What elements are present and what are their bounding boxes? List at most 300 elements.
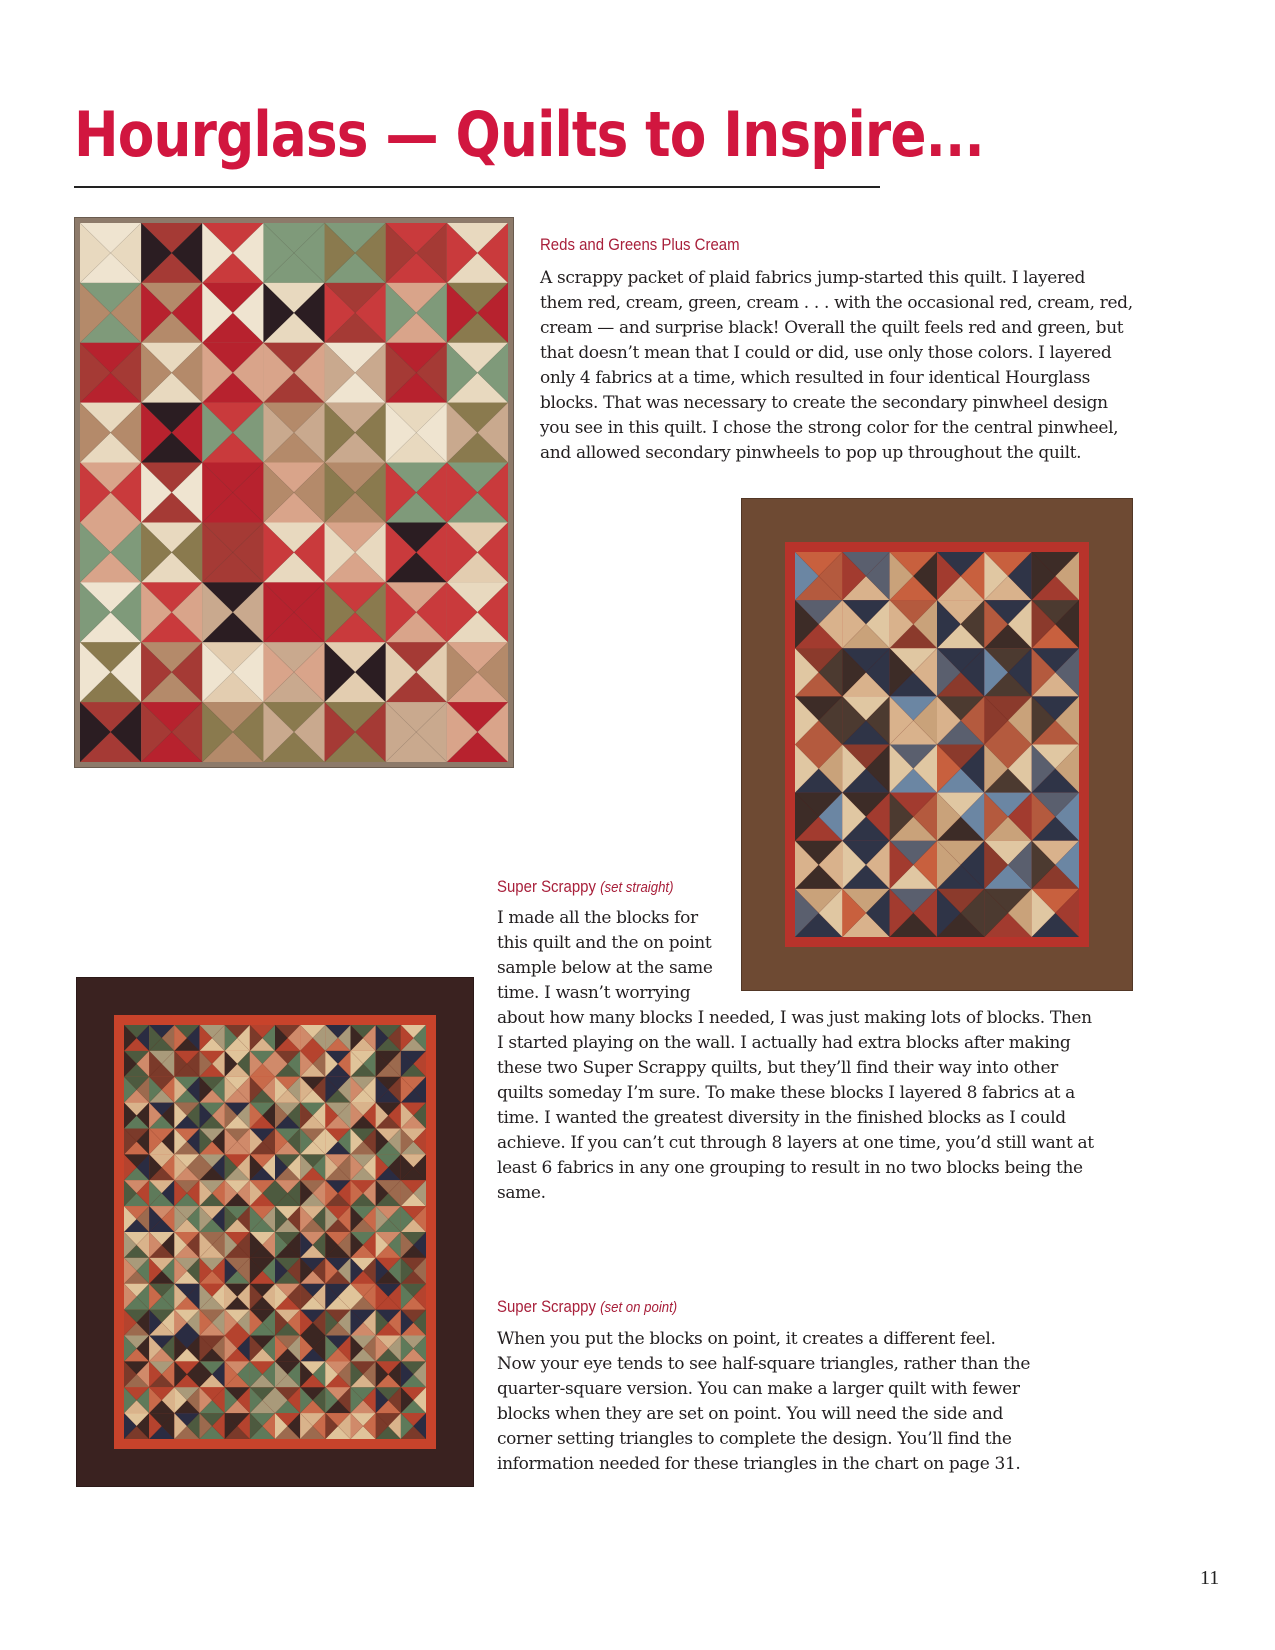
quilt-block — [149, 1336, 174, 1362]
body-line: quilts someday I’m sure. To make these blocks I layered 8 fabrics at a — [497, 1083, 1075, 1103]
quilt-block — [149, 1180, 174, 1206]
quilt-block — [200, 1180, 225, 1206]
quilt-block — [401, 1232, 426, 1258]
quilt-block — [890, 600, 937, 648]
quilt-block — [401, 1387, 426, 1413]
heading-text: Super Scrappy — [497, 877, 596, 896]
title-underline — [74, 186, 880, 188]
page-number: 11 — [1200, 1567, 1220, 1589]
body-line: about how many blocks I needed, I was just making lots of blocks. Then — [497, 1008, 1092, 1028]
quilt-block — [300, 1180, 325, 1206]
quilt-block — [300, 1258, 325, 1284]
quilt-block — [795, 648, 842, 696]
quilt-block — [447, 642, 508, 702]
quilt-block — [149, 1103, 174, 1129]
quilt-block — [225, 1180, 250, 1206]
quilt-block — [174, 1180, 199, 1206]
quilt-block — [124, 1206, 149, 1232]
section-body-super-scrappy-on-point — [497, 1327, 1030, 1477]
quilt-block — [124, 1336, 149, 1362]
super-scrappy-on-point-quilt-image — [76, 977, 474, 1487]
body-line: A scrappy packet of plaid fabrics jump-started this quilt. I layered — [540, 268, 1086, 288]
quilt-block — [447, 403, 508, 463]
quilt-block — [984, 600, 1031, 648]
quilt-block — [149, 1258, 174, 1284]
quilt-block — [80, 463, 141, 523]
quilt-block — [202, 343, 263, 403]
quilt-block — [200, 1361, 225, 1387]
quilt-block — [386, 582, 447, 642]
quilt-block — [351, 1051, 376, 1077]
quilt-block — [174, 1051, 199, 1077]
quilt-block — [174, 1154, 199, 1180]
quilt-block — [842, 696, 889, 744]
quilt-block — [141, 463, 202, 523]
quilt-block — [325, 642, 386, 702]
heading-text: Super Scrappy — [497, 1297, 596, 1316]
quilt-block — [325, 223, 386, 283]
quilt-block — [300, 1284, 325, 1310]
quilt-block — [401, 1051, 426, 1077]
quilt-block — [174, 1310, 199, 1336]
quilt-block — [300, 1206, 325, 1232]
quilt-block — [149, 1051, 174, 1077]
quilt-block — [250, 1103, 275, 1129]
quilt-block — [250, 1232, 275, 1258]
quilt-block — [250, 1387, 275, 1413]
quilt-block — [401, 1129, 426, 1155]
quilt-block — [300, 1129, 325, 1155]
quilt-block — [250, 1284, 275, 1310]
quilt-block — [200, 1336, 225, 1362]
quilt-block — [842, 552, 889, 600]
quilt-block — [275, 1051, 300, 1077]
quilt-block — [325, 463, 386, 523]
quilt-block — [842, 841, 889, 889]
quilt-block — [401, 1180, 426, 1206]
quilt-block — [124, 1387, 149, 1413]
quilt-block — [984, 841, 1031, 889]
quilt-block — [225, 1361, 250, 1387]
body-line: least 6 fabrics in any one grouping to result in no two blocks being the — [497, 1158, 1083, 1178]
body-line: Now your eye tends to see half-square triangles, rather than the — [497, 1354, 1031, 1374]
quilt-block — [890, 696, 937, 744]
quilt-block — [275, 1310, 300, 1336]
quilt-block — [141, 642, 202, 702]
body-line: only 4 fabrics at a time, which resulted in four identical Hourglass — [540, 368, 1090, 388]
quilt-block — [386, 642, 447, 702]
quilt-block — [250, 1413, 275, 1439]
quilt-block — [401, 1310, 426, 1336]
quilt-block — [401, 1284, 426, 1310]
body-line: blocks. That was necessary to create the secondary pinwheel design — [540, 393, 1108, 413]
quilt-block — [263, 582, 324, 642]
quilt-block — [890, 648, 937, 696]
quilt-block — [401, 1206, 426, 1232]
quilt-block — [80, 343, 141, 403]
quilt-block — [174, 1103, 199, 1129]
reds-greens-quilt-image — [74, 217, 514, 768]
quilt-block — [386, 283, 447, 343]
quilt-block — [202, 463, 263, 523]
quilt-block — [351, 1336, 376, 1362]
quilt-block — [250, 1025, 275, 1051]
quilt-block — [325, 1180, 350, 1206]
quilt-block — [351, 1129, 376, 1155]
quilt-block — [200, 1051, 225, 1077]
quilt-block — [250, 1206, 275, 1232]
quilt-block — [124, 1025, 149, 1051]
quilt-block — [300, 1310, 325, 1336]
quilt-block — [447, 343, 508, 403]
quilt-block — [1032, 552, 1079, 600]
quilt-block — [263, 642, 324, 702]
quilt-block — [225, 1154, 250, 1180]
quilt-block — [200, 1258, 225, 1284]
quilt-block — [225, 1103, 250, 1129]
quilt-block — [225, 1310, 250, 1336]
quilt-block — [80, 642, 141, 702]
quilt-block — [300, 1051, 325, 1077]
quilt-block — [124, 1284, 149, 1310]
quilt-block — [447, 463, 508, 523]
quilt-block — [174, 1129, 199, 1155]
body-line: cream — and surprise black! Overall the quilt feels red and green, but — [540, 318, 1124, 338]
quilt-block — [376, 1361, 401, 1387]
quilt-block — [124, 1232, 149, 1258]
quilt-block — [225, 1051, 250, 1077]
heading-note: (set straight) — [600, 879, 674, 896]
quilt-block — [447, 582, 508, 642]
quilt-block — [202, 582, 263, 642]
quilt-block — [890, 745, 937, 793]
quilt-block — [1032, 696, 1079, 744]
quilt-block — [149, 1284, 174, 1310]
quilt-block — [795, 552, 842, 600]
quilt-block — [1032, 600, 1079, 648]
quilt-block — [401, 1154, 426, 1180]
quilt-block — [984, 552, 1031, 600]
quilt-block — [376, 1025, 401, 1051]
quilt-block — [149, 1025, 174, 1051]
quilt-block — [149, 1361, 174, 1387]
quilt-block — [386, 343, 447, 403]
quilt-block — [842, 600, 889, 648]
section-heading-reds-greens — [540, 235, 740, 255]
quilt-block — [124, 1361, 149, 1387]
quilt-block — [275, 1103, 300, 1129]
quilt-block — [795, 600, 842, 648]
quilt-block — [325, 1387, 350, 1413]
quilt-block — [325, 1413, 350, 1439]
quilt-block — [842, 648, 889, 696]
quilt-block — [174, 1077, 199, 1103]
quilt-block — [200, 1232, 225, 1258]
quilt-block — [984, 745, 1031, 793]
quilt-block — [300, 1025, 325, 1051]
quilt-block — [202, 522, 263, 582]
quilt-block — [795, 696, 842, 744]
quilt-block — [149, 1154, 174, 1180]
quilt-block — [149, 1413, 174, 1439]
quilt-block — [447, 223, 508, 283]
body-line: blocks when they are set on point. You will need the side and — [497, 1404, 1004, 1424]
quilt-block — [842, 745, 889, 793]
quilt-block — [300, 1387, 325, 1413]
quilt-block — [202, 702, 263, 762]
quilt-block — [325, 1154, 350, 1180]
quilt-block — [937, 745, 984, 793]
quilt-block — [124, 1051, 149, 1077]
quilt-block — [351, 1154, 376, 1180]
quilt-block — [149, 1206, 174, 1232]
quilt-block — [325, 1310, 350, 1336]
quilt-block — [250, 1258, 275, 1284]
quilt-block — [795, 745, 842, 793]
reds-greens-quilt-photo — [74, 217, 514, 768]
quilt-block — [300, 1413, 325, 1439]
quilt-block — [263, 283, 324, 343]
quilt-block — [80, 522, 141, 582]
quilt-block — [275, 1413, 300, 1439]
quilt-block — [795, 793, 842, 841]
quilt-block — [80, 582, 141, 642]
quilt-block — [890, 841, 937, 889]
quilt-block — [149, 1077, 174, 1103]
quilt-block — [376, 1154, 401, 1180]
quilt-block — [984, 793, 1031, 841]
quilt-block — [200, 1413, 225, 1439]
quilt-block — [937, 696, 984, 744]
quilt-block — [351, 1310, 376, 1336]
body-line: this quilt and the on point — [497, 933, 712, 953]
quilt-block — [351, 1361, 376, 1387]
quilt-block — [937, 793, 984, 841]
quilt-block — [275, 1077, 300, 1103]
quilt-block — [386, 403, 447, 463]
quilt-block — [300, 1154, 325, 1180]
quilt-block — [376, 1051, 401, 1077]
body-line: same. — [497, 1183, 546, 1203]
quilt-block — [200, 1025, 225, 1051]
quilt-block — [80, 223, 141, 283]
quilt-block — [174, 1336, 199, 1362]
quilt-block — [937, 648, 984, 696]
quilt-block — [1032, 745, 1079, 793]
quilt-block — [174, 1413, 199, 1439]
quilt-block — [225, 1129, 250, 1155]
quilt-block — [401, 1413, 426, 1439]
quilt-block — [325, 1206, 350, 1232]
quilt-block — [447, 522, 508, 582]
section-body-reds-greens — [540, 266, 1133, 466]
quilt-block — [225, 1077, 250, 1103]
quilt-block — [325, 1258, 350, 1284]
quilt-block — [141, 582, 202, 642]
quilt-block — [250, 1310, 275, 1336]
body-line: I made all the blocks for — [497, 908, 698, 928]
quilt-block — [401, 1103, 426, 1129]
quilt-block — [80, 403, 141, 463]
quilt-block — [376, 1284, 401, 1310]
quilt-block — [386, 702, 447, 762]
quilt-block — [141, 283, 202, 343]
quilt-block — [890, 793, 937, 841]
quilt-block — [376, 1413, 401, 1439]
quilt-block — [325, 343, 386, 403]
section-heading-super-scrappy-on-point — [497, 1297, 677, 1317]
body-line: quarter-square version. You can make a larger quilt with fewer — [497, 1379, 1020, 1399]
quilt-block — [376, 1206, 401, 1232]
quilt-block — [300, 1103, 325, 1129]
quilt-block — [174, 1025, 199, 1051]
quilt-block — [275, 1387, 300, 1413]
quilt-block — [401, 1077, 426, 1103]
quilt-block — [937, 600, 984, 648]
quilt-block — [275, 1284, 300, 1310]
quilt-block — [202, 403, 263, 463]
quilt-block — [351, 1387, 376, 1413]
quilt-block — [149, 1310, 174, 1336]
quilt-block — [149, 1232, 174, 1258]
quilt-block — [250, 1154, 275, 1180]
quilt-block — [325, 1129, 350, 1155]
quilt-block — [263, 403, 324, 463]
body-line: sample below at the same — [497, 958, 713, 978]
quilt-block — [447, 283, 508, 343]
quilt-block — [174, 1206, 199, 1232]
quilt-block — [141, 702, 202, 762]
quilt-block — [325, 582, 386, 642]
quilt-block — [250, 1051, 275, 1077]
quilt-block — [174, 1387, 199, 1413]
quilt-block — [300, 1232, 325, 1258]
quilt-block — [1032, 648, 1079, 696]
quilt-block — [351, 1077, 376, 1103]
quilt-block — [376, 1103, 401, 1129]
quilt-block — [376, 1129, 401, 1155]
quilt-block — [141, 522, 202, 582]
quilt-block — [124, 1258, 149, 1284]
quilt-block — [275, 1180, 300, 1206]
quilt-block — [275, 1129, 300, 1155]
quilt-block — [174, 1361, 199, 1387]
quilt-block — [937, 841, 984, 889]
quilt-block — [202, 642, 263, 702]
quilt-block — [325, 522, 386, 582]
quilt-block — [376, 1180, 401, 1206]
quilt-block — [263, 343, 324, 403]
quilt-block — [984, 696, 1031, 744]
body-line: time. I wanted the greatest diversity in the finished blocks as I could — [497, 1108, 1066, 1128]
quilt-block — [174, 1232, 199, 1258]
page-title: Hourglass — Quilts to Inspire... — [74, 98, 984, 171]
quilt-block — [325, 1025, 350, 1051]
quilt-block — [376, 1387, 401, 1413]
quilt-block — [275, 1361, 300, 1387]
quilt-block — [325, 1103, 350, 1129]
quilt-block — [325, 283, 386, 343]
quilt-block — [263, 223, 324, 283]
body-line: I started playing on the wall. I actually had extra blocks after making — [497, 1033, 1071, 1053]
quilt-block — [225, 1025, 250, 1051]
quilt-block — [401, 1025, 426, 1051]
quilt-block — [275, 1154, 300, 1180]
quilt-block — [386, 223, 447, 283]
quilt-block — [225, 1232, 250, 1258]
quilt-block — [225, 1387, 250, 1413]
quilt-block — [225, 1336, 250, 1362]
quilt-block — [225, 1284, 250, 1310]
quilt-block — [325, 403, 386, 463]
quilt-block — [300, 1361, 325, 1387]
quilt-block — [325, 1284, 350, 1310]
section-body-super-scrappy-straight — [497, 906, 1094, 1206]
quilt-block — [351, 1180, 376, 1206]
quilt-block — [401, 1361, 426, 1387]
quilt-block — [250, 1180, 275, 1206]
quilt-block — [325, 1232, 350, 1258]
quilt-block — [250, 1077, 275, 1103]
quilt-block — [149, 1129, 174, 1155]
quilt-block — [200, 1387, 225, 1413]
quilt-block — [200, 1103, 225, 1129]
quilt-block — [351, 1258, 376, 1284]
quilt-block — [1032, 793, 1079, 841]
quilt-block — [200, 1206, 225, 1232]
body-line: When you put the blocks on point, it creates a different feel. — [497, 1329, 996, 1349]
quilt-block — [202, 223, 263, 283]
quilt-block — [376, 1310, 401, 1336]
quilt-block — [351, 1206, 376, 1232]
quilt-block — [937, 552, 984, 600]
quilt-block — [225, 1258, 250, 1284]
quilt-block — [174, 1284, 199, 1310]
quilt-block — [351, 1103, 376, 1129]
quilt-block — [795, 841, 842, 889]
quilt-block — [149, 1387, 174, 1413]
quilt-block — [300, 1336, 325, 1362]
body-line: that doesn’t mean that I could or did, use only those colors. I layered — [540, 343, 1112, 363]
body-line: information needed for these triangles in the chart on page 31. — [497, 1454, 1021, 1474]
quilt-block — [351, 1025, 376, 1051]
quilt-block — [376, 1232, 401, 1258]
body-line: achieve. If you can’t cut through 8 layers at one time, you’d still want at — [497, 1133, 1094, 1153]
quilt-block — [386, 463, 447, 523]
quilt-block — [263, 522, 324, 582]
super-scrappy-on-point-quilt-photo — [76, 977, 474, 1487]
quilt-block — [275, 1206, 300, 1232]
quilt-block — [250, 1129, 275, 1155]
quilt-block — [351, 1413, 376, 1439]
body-line: corner setting triangles to complete the design. You’ll find the — [497, 1429, 1012, 1449]
body-line: these two Super Scrappy quilts, but they’ll find their way into other — [497, 1058, 1058, 1078]
body-line: them red, cream, green, cream . . . with the occasional red, cream, red, — [540, 293, 1133, 313]
quilt-block — [351, 1284, 376, 1310]
quilt-block — [401, 1258, 426, 1284]
quilt-block — [275, 1232, 300, 1258]
quilt-block — [376, 1077, 401, 1103]
quilt-block — [200, 1077, 225, 1103]
quilt-block — [124, 1129, 149, 1155]
section-heading-super-scrappy-straight — [497, 877, 673, 897]
quilt-block — [124, 1310, 149, 1336]
quilt-block — [124, 1154, 149, 1180]
body-line: time. I wasn’t worrying — [497, 983, 691, 1003]
quilt-block — [80, 283, 141, 343]
quilt-block — [141, 343, 202, 403]
quilt-block — [325, 702, 386, 762]
